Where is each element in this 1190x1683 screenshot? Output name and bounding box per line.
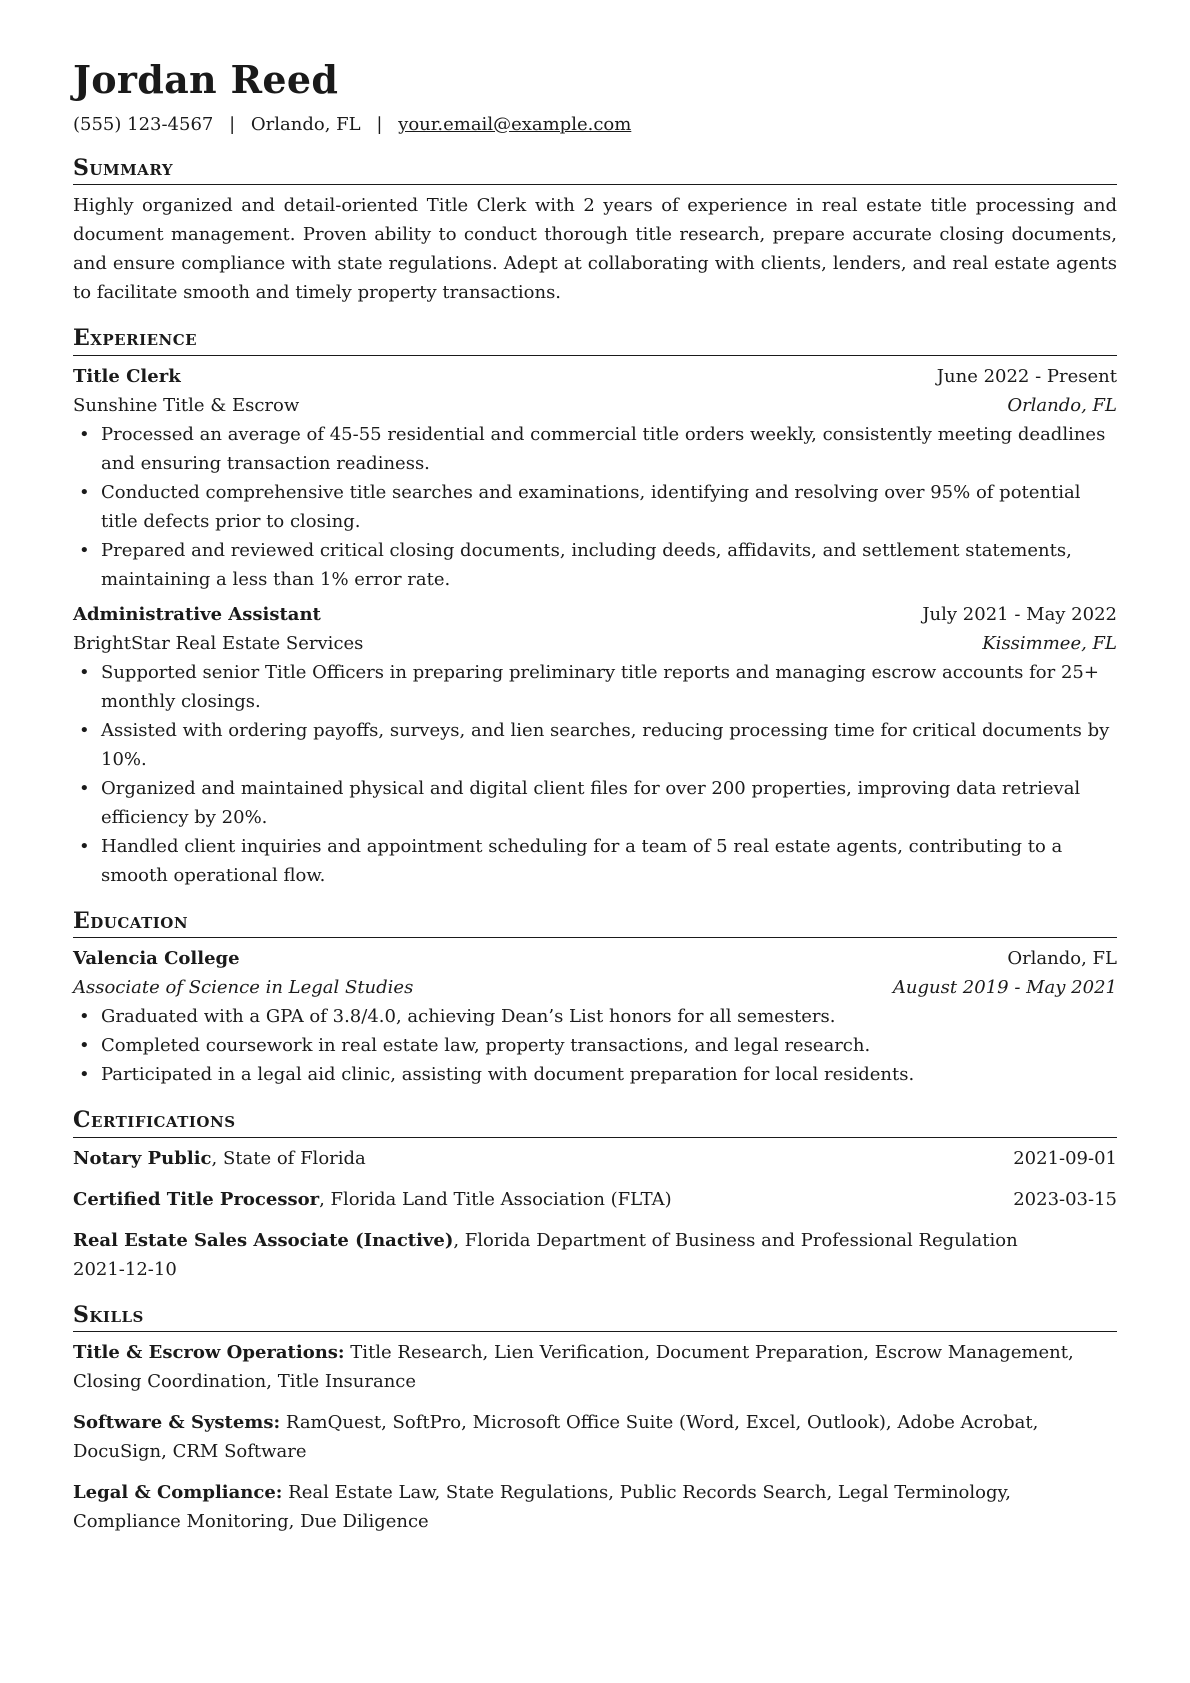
list-item: • Processed an average of 45-55 residential and commercial title orders weekly, consistently meeting deadlines and ensuring transaction readiness. [73,420,1117,478]
certification-name: Certified Title Processor [73,1188,320,1210]
skill-label: Software & Systems: [73,1412,281,1434]
job-role: Title Clerk [73,365,181,387]
school-location: Orlando, FL [1007,948,1117,970]
certification-date: 2021-12-10 [73,1258,177,1280]
section-title-certifications: Certifications [73,1107,1117,1138]
email-link[interactable]: your.email@example.com [398,113,632,135]
job-bullets [73,420,1117,594]
list-item: • Graduated with a GPA of 3.8/4.0, achieving Dean’s List honors for all semesters. [73,1002,1117,1031]
skill-values: Title Research, Lien Verification, Document Preparation, Escrow Management, Closing Coordination, Title Insurance [73,1342,1074,1393]
list-item: • Assisted with ordering payoffs, surveys, and lien searches, reducing processing time for critical documents by 10%. [73,716,1117,774]
skill-group [73,1338,1117,1396]
skill-values: RamQuest, SoftPro, Microsoft Office Suite (Word, Excel, Outlook), Adobe Acrobat, DocuSign, CRM Software [73,1412,1039,1463]
education-entry [73,944,1117,1089]
certification-name: Real Estate Sales Associate (Inactive) [73,1229,454,1251]
list-item: • Handled client inquiries and appointment scheduling for a team of 5 real estate agents, contributing to a smooth operational flow. [73,832,1117,890]
list-item: • Prepared and reviewed critical closing documents, including deeds, affidavits, and settlement statements, maintaining a less than 1% error rate. [73,536,1117,594]
section-title-summary: Summary [73,155,1117,186]
skill-label: Title & Escrow Operations: [73,1342,345,1364]
job-company: Sunshine Title & Escrow [73,394,300,416]
list-item: • Conducted comprehensive title searches and examinations, identifying and resolving over 95% of potential title defects prior to closing. [73,478,1117,536]
certification-issuer: , Florida Department of Business and Professional Regulation [453,1229,1018,1251]
certification-date: 2023-03-15 [1013,1188,1117,1210]
job-bullets [73,658,1117,890]
certification-name: Notary Public [73,1147,212,1169]
section-title-education: Education [73,908,1117,939]
certification-date: 2021-09-01 [1013,1147,1117,1169]
list-item: • Supported senior Title Officers in preparing preliminary title reports and managing escrow accounts for 25+ monthly closings. [73,658,1117,716]
skill-values: Real Estate Law, State Regulations, Public Records Search, Legal Terminology, Compliance Monitoring, Due Diligence [73,1482,1011,1533]
degree-name: Associate of Science in Legal Studies [73,977,414,999]
job-entry [73,600,1117,890]
education-dates: August 2019 - May 2021 [892,977,1117,999]
section-title-skills: Skills [73,1302,1117,1333]
certification-item [73,1185,1117,1214]
skill-group [73,1408,1117,1466]
skill-label: Legal & Compliance: [73,1482,283,1504]
certification-item [73,1144,1117,1173]
job-entry [73,362,1117,594]
contact-separator: | [229,113,236,135]
certification-item [73,1226,1117,1284]
list-item: • Participated in a legal aid clinic, assisting with document preparation for local residents. [73,1060,1117,1089]
contact-line [73,112,1117,137]
job-dates: June 2022 - Present [936,365,1117,387]
list-item: • Organized and maintained physical and digital client files for over 200 properties, improving data retrieval efficiency by 20%. [73,774,1117,832]
summary-text: Highly organized and detail-oriented Title Clerk with 2 years of experience in real estate title processing and document management. Proven ability to conduct thorough title research, prepare accurate closing documents, and ensure compliance with state regulations. Adept at collaborating with clients, lenders, and real estate agents to facilitate smooth and timely property transactions. [73,195,1117,304]
school-name: Valencia College [73,948,240,970]
contact-separator: | [376,113,383,135]
education-bullets [73,1002,1117,1089]
candidate-name: Jordan Reed [73,57,339,102]
job-company: BrightStar Real Estate Services [73,632,364,654]
phone-number: (555) 123-4567 [73,113,214,135]
location-text: Orlando, FL [250,113,361,135]
list-item: • Completed coursework in real estate law, property transactions, and legal research. [73,1031,1117,1060]
certification-issuer: , State of Florida [211,1147,366,1169]
job-location: Orlando, FL [1007,394,1117,416]
section-title-experience: Experience [73,325,1117,356]
certification-issuer: , Florida Land Title Association (FLTA) [319,1188,672,1210]
skill-group [73,1478,1117,1536]
job-location: Kissimmee, FL [982,632,1117,654]
job-role: Administrative Assistant [73,603,321,625]
job-dates: July 2021 - May 2022 [922,603,1117,625]
